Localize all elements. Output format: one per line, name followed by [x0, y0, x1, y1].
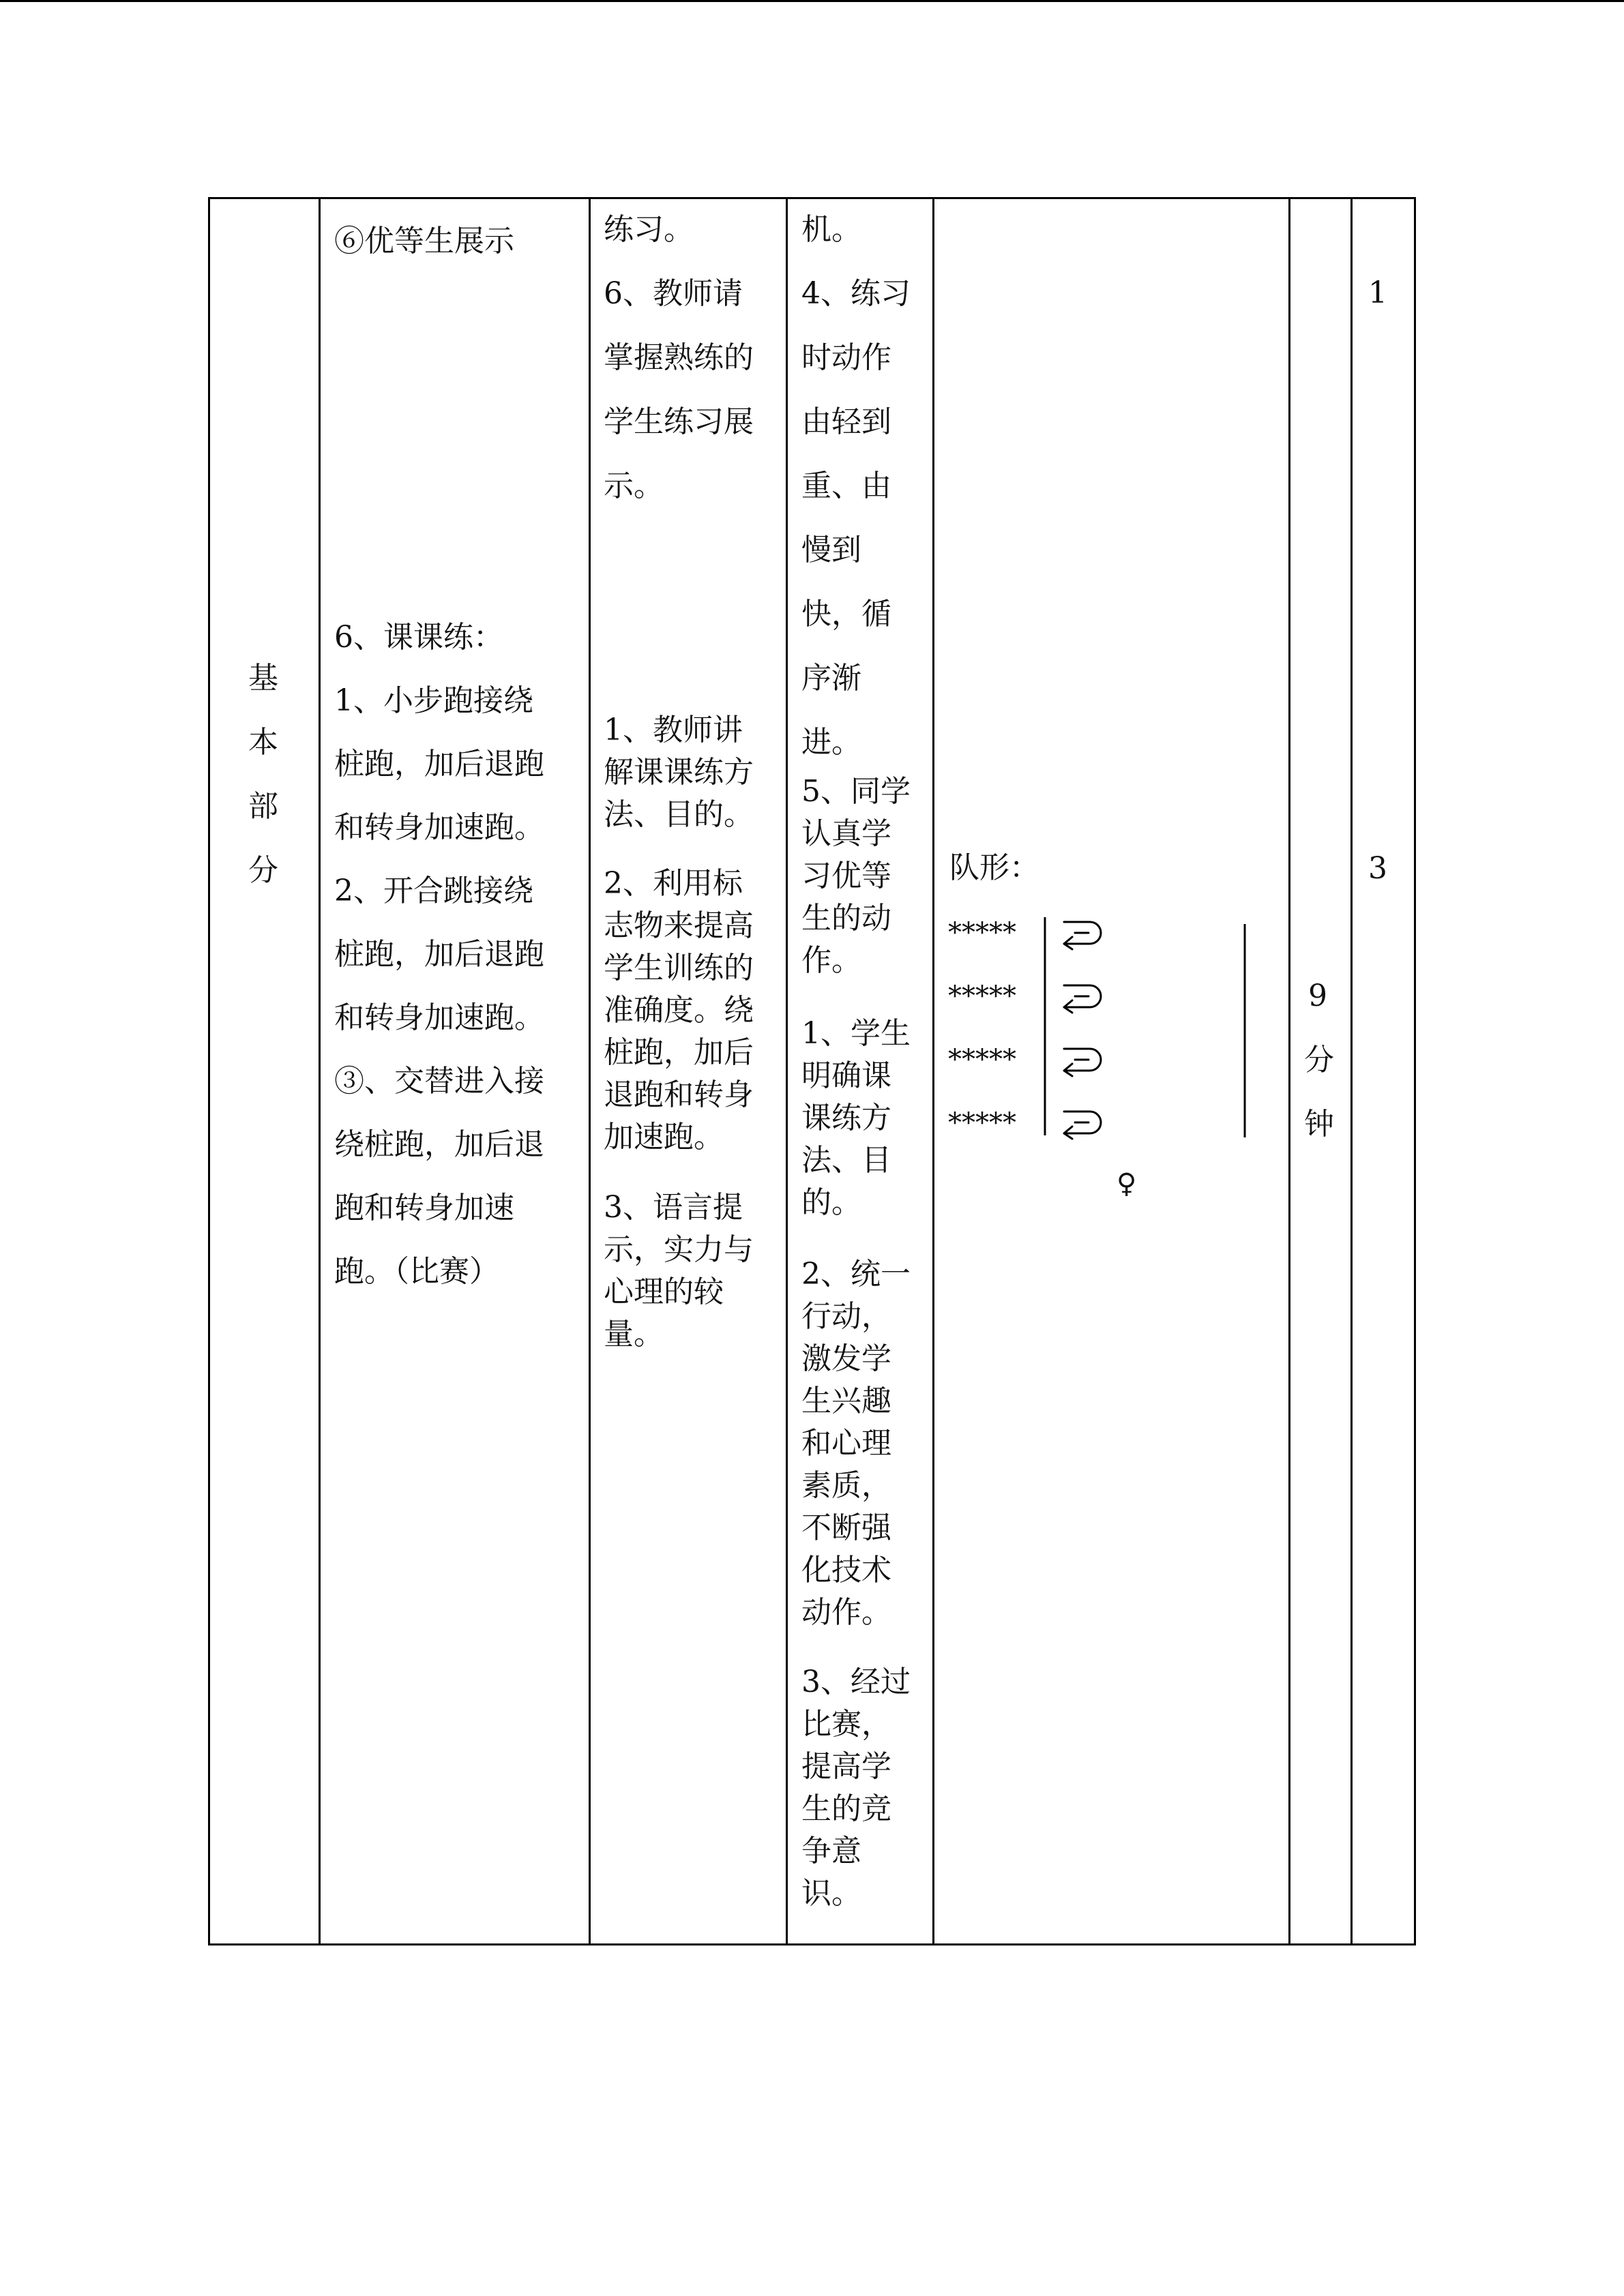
student-line: 进。	[801, 725, 861, 760]
table-col-border	[786, 197, 788, 1945]
content-line: 2、开合跳接绕	[334, 874, 533, 908]
table-col-border	[589, 197, 591, 1945]
student-line: 生的竞	[801, 1791, 891, 1826]
student-line: 激发学	[801, 1341, 891, 1376]
page-top-border	[0, 0, 1624, 2]
teacher-line: 志物来提高	[604, 908, 754, 943]
teacher-line: 学生练习展	[604, 404, 754, 439]
student-line: 争意	[801, 1834, 861, 1868]
u-turn-arrow-icon	[1064, 922, 1101, 949]
teacher-line: 准确度。绕	[604, 993, 754, 1028]
teacher-line: 示。	[604, 468, 664, 503]
formation-row-stars: *****	[948, 1107, 1016, 1139]
table-col-border	[208, 197, 210, 1945]
content-line: ⑥优等生展示	[334, 224, 514, 258]
table-col-border	[932, 197, 934, 1945]
content-line: 绕桩跑，加后退	[334, 1127, 544, 1162]
table-bottom-border	[208, 1943, 1416, 1945]
student-line: 明确课	[801, 1058, 891, 1093]
teacher-position-icon: ♀	[1117, 1168, 1137, 1199]
student-line: 作。	[801, 943, 861, 978]
teacher-line: 2、利用标	[604, 866, 743, 901]
student-line: 机。	[801, 212, 861, 247]
u-turn-arrow-icon	[1064, 1112, 1101, 1139]
content-line: 跑和转身加速	[334, 1191, 514, 1225]
formation-lines-and-arrows	[1037, 914, 1262, 1146]
table-col-border	[1288, 197, 1290, 1945]
table-col-border	[1414, 197, 1416, 1945]
student-line: 3、经过	[801, 1665, 911, 1699]
teacher-line: 示，实力与	[604, 1232, 754, 1267]
teacher-line: 桩跑，加后	[604, 1035, 754, 1070]
formation-row-stars: *****	[948, 917, 1016, 949]
teacher-line: 练习。	[604, 212, 694, 247]
teacher-line: 退跑和转身	[604, 1077, 754, 1112]
content-line: 跑。（比赛）	[334, 1254, 499, 1289]
student-line: 法、目	[801, 1143, 891, 1178]
teacher-line: 3、语言提	[604, 1190, 743, 1225]
student-line: 动作。	[801, 1595, 891, 1630]
student-line: 提高学	[801, 1749, 891, 1784]
content-line: 桩跑，加后退跑	[334, 937, 544, 972]
student-line: 5、同学	[801, 774, 911, 809]
formation-row-stars: *****	[948, 1044, 1016, 1075]
teacher-line: 加速跑。	[604, 1120, 724, 1154]
student-line: 化技术	[801, 1553, 891, 1587]
time-char: 9	[1308, 979, 1327, 1013]
u-turn-arrow-icon	[1064, 1049, 1101, 1076]
teacher-line: 6、教师请	[604, 276, 743, 311]
time-char: 分	[1304, 1043, 1334, 1077]
teacher-line: 掌握熟练的	[604, 340, 754, 375]
section-label-char: 部	[248, 789, 278, 824]
u-turn-arrow-icon	[1064, 985, 1101, 1013]
student-line: 不断强	[801, 1510, 891, 1545]
student-line: 行动，	[801, 1299, 891, 1334]
content-line: 和转身加速跑。	[334, 1000, 544, 1035]
student-line: 认真学	[801, 816, 891, 851]
student-line: 序渐	[801, 661, 861, 696]
student-line: 生兴趣	[801, 1384, 891, 1418]
student-line: 快，循	[801, 597, 891, 631]
teacher-line: 学生训练的	[604, 951, 754, 985]
table-col-border	[1350, 197, 1353, 1945]
student-line: 1、学生	[801, 1016, 911, 1051]
count-value: 3	[1368, 851, 1387, 886]
content-line: 桩跑，加后退跑	[334, 747, 544, 781]
content-line: ③、交替进入接	[334, 1064, 544, 1099]
table-col-border	[319, 197, 321, 1945]
student-line: 4、练习	[801, 276, 911, 311]
student-line: 识。	[801, 1876, 861, 1911]
content-line: 1、小步跑接绕	[334, 683, 533, 718]
student-line: 2、统一	[801, 1257, 911, 1292]
section-label-char: 分	[248, 853, 278, 888]
student-line: 习优等	[801, 859, 891, 893]
student-line: 比赛，	[801, 1707, 891, 1742]
student-line: 课练方	[801, 1101, 891, 1135]
student-line: 素质，	[801, 1468, 891, 1503]
student-line: 重、由	[801, 468, 891, 503]
count-value: 1	[1368, 275, 1387, 310]
formation-row-stars: *****	[948, 981, 1016, 1012]
section-label-char: 基	[248, 661, 278, 696]
time-char: 钟	[1304, 1107, 1334, 1142]
student-line: 生的动	[801, 901, 891, 936]
content-line: 和转身加速跑。	[334, 810, 544, 845]
teacher-line: 1、教师讲	[604, 713, 743, 747]
student-line: 由轻到	[801, 404, 891, 439]
teacher-line: 法、目的。	[604, 797, 754, 832]
student-line: 和心理	[801, 1426, 891, 1461]
student-line: 的。	[801, 1185, 861, 1220]
student-line: 时动作	[801, 340, 891, 375]
content-line: 6、课课练：	[334, 620, 503, 655]
formation-label: 队形：	[949, 850, 1039, 885]
section-label-char: 本	[248, 725, 278, 760]
student-line: 慢到	[801, 533, 861, 567]
teacher-line: 心理的较	[604, 1274, 724, 1309]
teacher-line: 量。	[604, 1317, 664, 1352]
teacher-line: 解课课练方	[604, 755, 754, 790]
